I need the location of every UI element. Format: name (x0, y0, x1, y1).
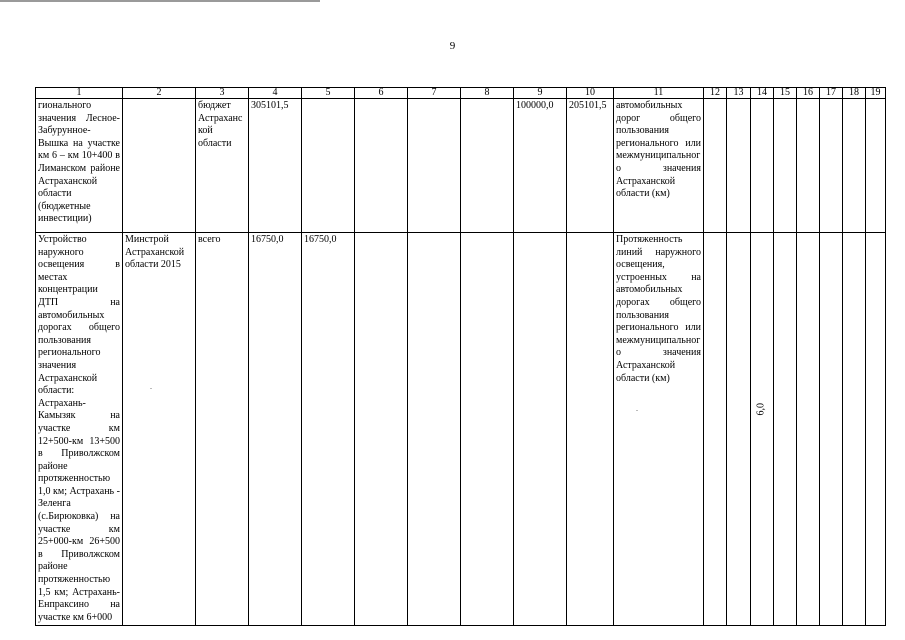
header-cell: 18 (843, 88, 866, 99)
scan-speck (150, 388, 152, 389)
amount-cell (408, 233, 461, 626)
data-table (35, 87, 886, 626)
header-cell: 14 (751, 88, 774, 99)
value-cell (820, 233, 843, 626)
page-number: 9 (449, 40, 456, 52)
header-cell: 13 (727, 88, 751, 99)
header-cell: 6 (355, 88, 408, 99)
header-row (36, 88, 886, 99)
value-cell (797, 233, 820, 626)
executor-cell (123, 99, 196, 233)
value-cell (866, 233, 886, 626)
header-cell: 1 (36, 88, 123, 99)
object-name-cell: гионального значения Лесное-Забурунное-Вышка на участке км 6 – км 10+400 в Лиманском районе Астраханской области (бюджетные инвестиции) (36, 99, 123, 233)
value-cell (751, 99, 774, 233)
header-cell: 15 (774, 88, 797, 99)
value-cell (727, 99, 751, 233)
scan-speck (636, 410, 638, 411)
total-amount-cell: 305101,5 (249, 99, 302, 233)
indicator-cell: автомобильных дорог общего пользования регионального или межмуниципального значения Астраханской области (км) (614, 99, 704, 233)
indicator-cell: Протяженность линий наружного освещения, устроенных на автомобильных дорогах общего пользования регионального или межмуниципального значения Астраханской области (км) (614, 233, 704, 626)
header-cell: 3 (196, 88, 249, 99)
total-amount-cell: 16750,0 (249, 233, 302, 626)
table-row (36, 233, 886, 626)
header-cell: 8 (461, 88, 514, 99)
amount-cell: 100000,0 (514, 99, 567, 233)
funding-source-cell: всего (196, 233, 249, 626)
header-cell: 5 (302, 88, 355, 99)
header-cell: 2 (123, 88, 196, 99)
value-cell (774, 233, 797, 626)
amount-cell (302, 99, 355, 233)
value-cell (704, 99, 727, 233)
scan-edge-mark (0, 0, 320, 2)
header-cell: 4 (249, 88, 302, 99)
value-cell (866, 99, 886, 233)
amount-cell (355, 233, 408, 626)
value-cell (820, 99, 843, 233)
amount-cell (408, 99, 461, 233)
value-cell (751, 233, 774, 626)
header-cell: 16 (797, 88, 820, 99)
amount-cell (461, 99, 514, 233)
header-cell: 7 (408, 88, 461, 99)
rotated-value: 6,0 (755, 403, 767, 416)
value-cell (797, 99, 820, 233)
header-cell: 19 (866, 88, 886, 99)
amount-cell (514, 233, 567, 626)
header-cell: 10 (567, 88, 614, 99)
header-cell: 9 (514, 88, 567, 99)
header-cell: 17 (820, 88, 843, 99)
amount-cell: 16750,0 (302, 233, 355, 626)
value-cell (774, 99, 797, 233)
value-cell (843, 99, 866, 233)
object-name-cell: Устройство наружного освещения в местах концентрации ДТП на автомобильных дорогах общего пользования регионального значения Астраханской области: Астрахань- Камызяк на участке км 12+500-км 13+500 в Приволжском районе протяженностью 1,0 км; Астрахань - Зеленга (с.Бирюковка) на участке км 25+000-км 26+500 в Приволжском районе протяженностью 1,5 км; Астрахань-Енпраксино на участке км 6+000 (36, 233, 123, 626)
header-cell: 12 (704, 88, 727, 99)
value-cell (704, 233, 727, 626)
amount-cell (461, 233, 514, 626)
table-row (36, 99, 886, 233)
funding-source-cell: бюджет Астраханской области (196, 99, 249, 233)
value-cell (727, 233, 751, 626)
header-cell: 11 (614, 88, 704, 99)
amount-cell (567, 233, 614, 626)
value-cell (843, 233, 866, 626)
amount-cell (355, 99, 408, 233)
amount-cell: 205101,5 (567, 99, 614, 233)
executor-cell: Минстрой Астраханской области 2015 (123, 233, 196, 626)
